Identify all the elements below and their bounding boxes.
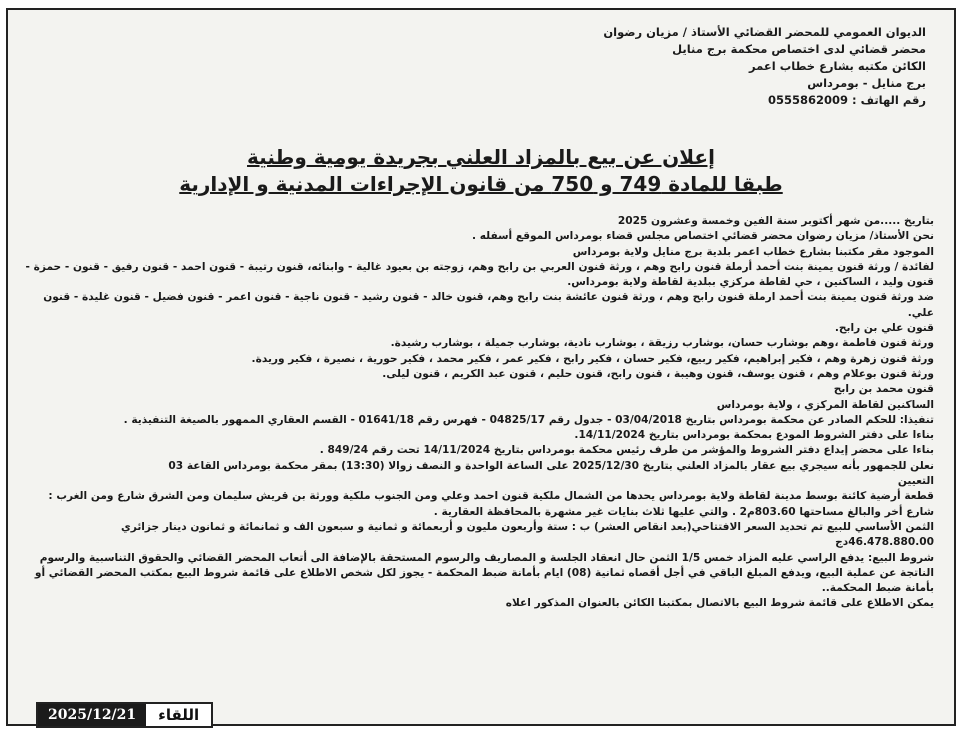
paragraph-property: قطعة أرضية كائنة بوسط مدينة لقاطة ولاية بومرداس يحدها من الشمال ملكية قنون احمد وعلي ومن الجنوب ملكية وورثة بن قريش سليمان ومن الشرق شارع ومن الغرب : شارع أخر والبالغ مساحتها 803.60م2 . والتي عليها ثلاث بنايات غير مشهرة بالمحافظة العقارية . <box>48 490 934 518</box>
newspaper-name: اللقاء <box>146 704 211 726</box>
paragraph-office: الموجود مقر مكتبنا بشارع خطاب اعمر بلدية برج منايل ولاية بومرداس <box>572 245 934 258</box>
header-line-office: الديوان العمومي للمحضر القضائي الأستاذ / مزيان رضوان <box>603 25 926 39</box>
paragraph-heir: ورثة قنون بوعلام وهم ، قنون يوسف، قنون وهيبة ، قنون رابح، قنون حليم ، قنون عبد الكريم ، قنون ليلى. <box>382 367 934 380</box>
paragraph-heir: قنون محمد بن رابح <box>833 383 934 396</box>
title-line-1: إعلان عن بيع بالمزاد العلني بجريدة يومية وطنية <box>247 145 715 169</box>
paragraph-sale-conditions: شروط البيع: يدفع الراسي عليه المزاد خمس 1/5 الثمن حال انعقاد الجلسة و المصاريف والرسوم المستحقة بالإضافة الى أتعاب المحضر القضائي والحقوق التناسبية والرسوم الناتجة عن عملية البيع، ويدفع المبلغ الباقي في أجل أقصاه ثمانية (08) ايام بأمانة ضبط المحكمة - يجوز لكل شخص الاطلاع على قائمة شروط البيع بمكتب المحضر القضائي أو بأمانة ضبط المحكمة.. <box>34 551 934 595</box>
bailiff-header <box>446 24 926 109</box>
paragraph-heir: ورثة قنون زهرة وهم ، فكير إبراهيم، فكير ربيع، فكير حسان ، فكير رابح ، فكير عمر ، فكير محمد ، فكير حورية ، نصيرة ، فكير وريدة. <box>251 352 934 365</box>
paragraph-sale-date: نعلن للجمهور بأنه سيجري بيع عقار بالمزاد العلني بتاريخ 2025/12/30 على الساعة الواحدة و النصف زوالا (13:30) بمقر محكمة بومرداس القاعة 03 <box>168 459 934 472</box>
paragraph-designation-heading: التعيين <box>897 475 934 488</box>
paragraph-date: بتاريخ .....من شهر أكتوبر سنة الفين وخمسة وعشرون 2025 <box>617 215 934 227</box>
announcement-title <box>8 144 954 198</box>
title-line-2: طبقا للمادة 749 و 750 من قانون الإجراءات المدنية و الإدارية <box>179 172 783 196</box>
paragraph-residence: الساكنين لقاطة المركزي ، ولاية بومرداس <box>716 398 934 411</box>
paragraph-against: ضد ورثة قنون يمينة بنت أحمد ارملة قنون رابح وهم ، ورثة قنون عائشة بنت رابح وهم، قنون خالد - قنون رشيد - قنون ناجية - قنون اعمر - قنون فضيل - قنون غليدة - قنون علي. <box>43 291 934 319</box>
publication-footer <box>36 702 213 728</box>
header-line-city: برج منايل - بومرداس <box>807 76 926 90</box>
paragraph-conditions-book: بناءا على دفتر الشروط المودع بمحكمة بومرداس بتاريخ 14/11/2024. <box>574 429 934 442</box>
paragraph-bailiff: نحن الأستاذ/ مزيان رضوان محضر قضائي اختصاص مجلس قضاء بومرداس الموقع أسفله . <box>472 230 934 243</box>
paragraph-price: الثمن الأساسي للبيع تم تحديد السعر الافتتاحي(بعد انقاص العشر) ب : ستة وأربعون مليون و أربعمائة و ثمانية و سبعون الف و ثمانمائة و ثمانون دينار جزائري 46.478.880.00دج <box>121 520 934 549</box>
header-line-phone: رقم الهاتف : 0555862009 <box>768 93 926 107</box>
header-line-title: محضر قضائي لدى اختصاص محكمة برج منايل <box>672 42 926 56</box>
announcement-body <box>20 214 934 612</box>
paragraph-heir: ورثة قنون فاطمة ،وهم بوشارب حسان، بوشارب رزيقة ، بوشارب نادية، بوشارب جميلة ، بوشارب رشيدة. <box>390 337 934 350</box>
header-line-address: الكائن مكتبه بشارع خطاب اعمر <box>749 59 926 73</box>
announcement-page <box>6 8 956 726</box>
paragraph-judgment: تنفيذا: للحكم الصادر عن محكمة بومرداس بتاريخ 03/04/2018 - جدول رقم 04825/17 - فهرس رقم 01641/18 - القسم العقاري الممهور بالصيغة التنفيذية . <box>123 413 934 426</box>
publication-date: 2025/12/21 <box>48 707 137 723</box>
paragraph-deposit: بناءا على محضر إيداع دفتر الشروط والمؤشر من طرف رئيس محكمة بومرداس بتاريخ 14/11/2024 تحت رقم 849/24 . <box>319 444 934 457</box>
paragraph-beneficiary: لفائدة / ورثة قنون يمينة بنت أحمد أرملة قنون رابح وهم ، ورثة قنون العربي بن رابح وهم، زوجته بن بعيود غالية - وابنائه، قنون رتيبة - قنون احمد - قنون رفيق - قنون - حمزة - قنون وليد ، الساكنين ، حي لقاطة مركزي ببلدية لقاطة ولاية بومرداس. <box>25 260 934 289</box>
paragraph-heir: قنون علي بن رابح. <box>834 322 934 335</box>
paragraph-contact: يمكن الاطلاع على قائمة شروط البيع بالاتصال بمكتبنا الكائن بالعنوان المذكور اعلاه <box>505 597 934 610</box>
